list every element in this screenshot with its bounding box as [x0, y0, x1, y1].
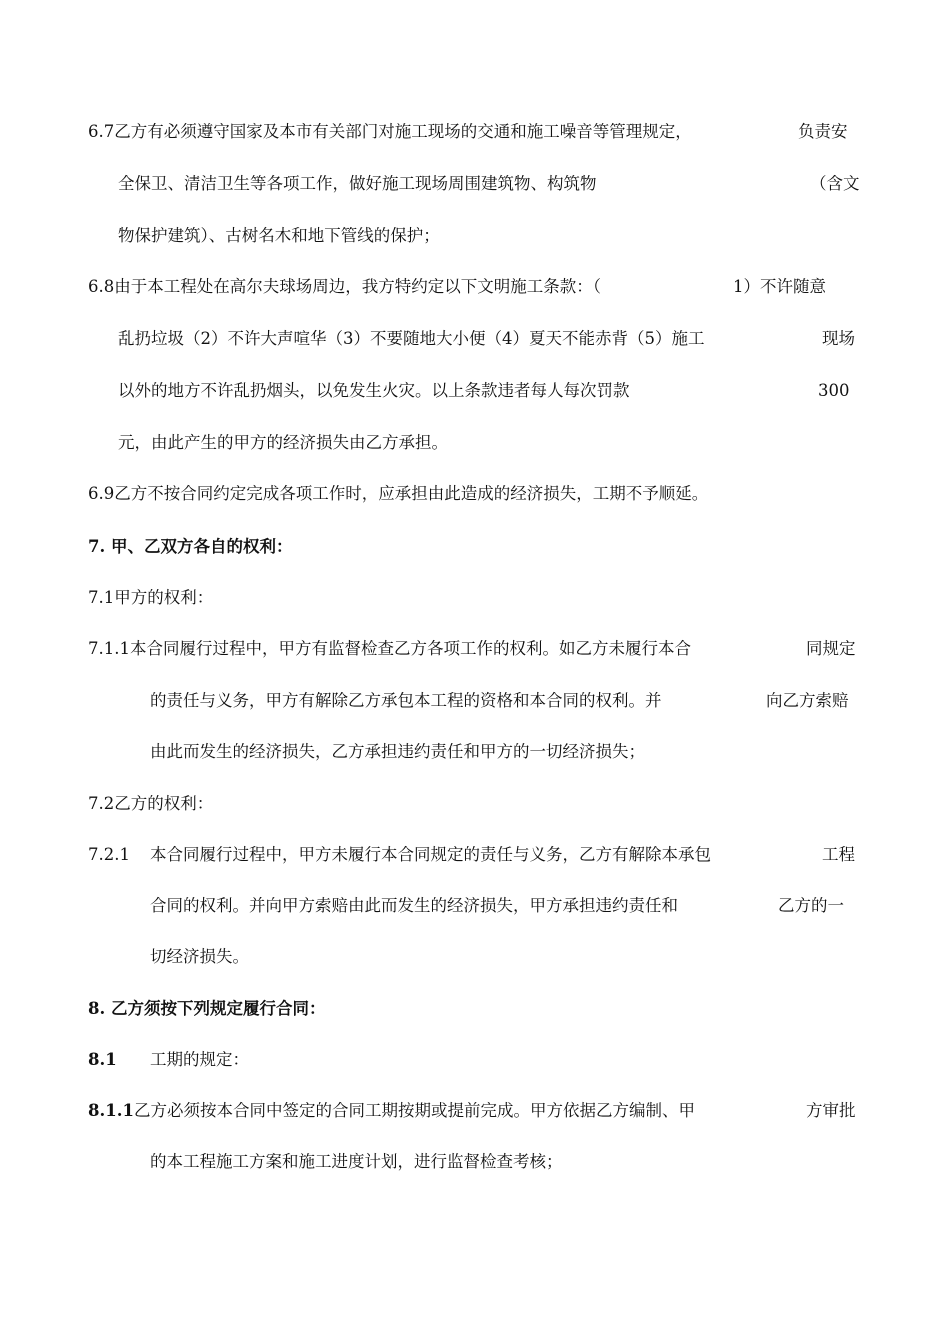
clause-6-7-line-2: [118, 172, 597, 196]
clause-8-1-1-line-1: [88, 1099, 695, 1123]
clause-text: 乙方的一: [778, 896, 844, 915]
clause-number: 6.7: [88, 122, 115, 141]
clause-8-1-heading: [150, 1048, 249, 1072]
clause-7-2-1-line-1-num: [88, 843, 130, 867]
clause-number: 7.1: [88, 588, 115, 607]
section-heading-text: 8. 乙方须按下列规定履行合同：: [88, 999, 326, 1018]
clause-6-9-line-1: [88, 482, 708, 506]
clause-text: 的责任与义务，甲方有解除乙方承包本工程的资格和本合同的权利。并: [150, 691, 662, 710]
clause-7-1-1-line-1-tail: [806, 637, 856, 661]
clause-text: 由于本工程处在高尔夫球场周边，我方特约定以下文明施工条款：（: [114, 277, 601, 296]
clause-7-2-1-line-1: [150, 843, 711, 867]
clause-text: 本合同履行过程中，甲方未履行本合同规定的责任与义务，乙方有解除本承包: [150, 845, 711, 864]
clause-8-1-heading-num: [88, 1048, 117, 1072]
clause-text: 乱扔垃圾（2）不许大声喧华（3）不要随地大小便（4）夏天不能赤背（5）施工: [118, 329, 705, 348]
clause-6-7-line-3: [118, 224, 440, 248]
clause-text: 向乙方索赔: [766, 691, 849, 710]
clause-text: 乙方必须按本合同中签定的合同工期按期或提前完成。甲方依据乙方编制、甲: [133, 1101, 695, 1120]
section-heading-text: 7. 甲、乙双方各自的权利：: [88, 537, 293, 556]
clause-text: 全保卫、清洁卫生等各项工作，做好施工现场周围建筑物、构筑物: [118, 174, 597, 193]
clause-number: 8.1: [88, 1050, 117, 1069]
clause-number: 7.1.1: [88, 639, 130, 658]
clause-text: 负责安: [798, 122, 848, 141]
clause-6-8-line-1: [88, 275, 601, 299]
clause-text: 现场: [822, 329, 855, 348]
clause-6-8-line-2: [118, 327, 705, 351]
clause-7-1-1-line-2: [150, 689, 662, 713]
clause-text: 1）不许随意: [733, 277, 826, 296]
clause-6-8-line-1-tail: [733, 275, 826, 299]
clause-7-2-1-line-2-tail: [778, 894, 844, 918]
clause-text: 300: [818, 381, 850, 400]
clause-text: （含文: [810, 174, 860, 193]
clause-text: 合同的权利。并向甲方索赔由此而发生的经济损失，甲方承担违约责任和: [150, 896, 678, 915]
clause-text: 同规定: [806, 639, 856, 658]
clause-number: 6.9: [88, 484, 115, 503]
clause-text: 的本工程施工方案和施工进度计划，进行监督检查考核；: [150, 1152, 563, 1171]
clause-7-1-1-line-2-tail: [766, 689, 849, 713]
clause-8-1-1-line-1-tail: [806, 1099, 856, 1123]
clause-text: 元，由此产生的甲方的经济损失由乙方承担。: [118, 433, 448, 452]
clause-text: 乙方的权利：: [114, 794, 214, 813]
clause-6-8-line-3-tail: [818, 379, 850, 403]
clause-text: 工程: [822, 845, 855, 864]
clause-number: 8.1.1: [88, 1101, 134, 1120]
clause-text: 以外的地方不许乱扔烟头，以免发生火灾。以上条款违者每人每次罚款: [118, 381, 630, 400]
clause-text: 物保护建筑）、古树名木和地下管线的保护；: [118, 226, 440, 245]
section-7-heading: [88, 535, 292, 559]
clause-6-8-line-3: [118, 379, 630, 403]
clause-6-8-line-2-tail: [822, 327, 855, 351]
clause-text: 方审批: [806, 1101, 856, 1120]
clause-6-7-line-2-tail: [810, 172, 860, 196]
clause-7-2-1-line-1-tail: [822, 843, 855, 867]
clause-7-2-1-line-2: [150, 894, 678, 918]
clause-7-2-1-line-3: [150, 945, 249, 969]
section-8-heading: [88, 997, 325, 1021]
clause-number: 7.2: [88, 794, 115, 813]
clause-text: 切经济损失。: [150, 947, 249, 966]
clause-text: 乙方不按合同约定完成各项工作时，应承担由此造成的经济损失，工期不予顺延。: [114, 484, 709, 503]
clause-text: 由此而发生的经济损失，乙方承担违约责任和甲方的一切经济损失；: [150, 742, 645, 761]
clause-8-1-1-line-2: [150, 1150, 563, 1174]
clause-number: 7.2.1: [88, 845, 130, 864]
clause-6-7-line-1-tail: [798, 120, 848, 144]
clause-7-1-1-line-1: [88, 637, 691, 661]
clause-6-8-line-4: [118, 431, 448, 455]
clause-text: 本合同履行过程中，甲方有监督检查乙方各项工作的权利。如乙方未履行本合: [129, 639, 691, 658]
clause-6-7-line-1: [88, 120, 692, 144]
clause-number: 6.8: [88, 277, 115, 296]
clause-text: 工期的规定：: [150, 1050, 249, 1069]
clause-7-1-1-line-3: [150, 740, 645, 764]
clause-text: 甲方的权利：: [114, 588, 214, 607]
clause-7-2-heading: [88, 792, 213, 816]
clause-text: 乙方有必须遵守国家及本市有关部门对施工现场的交通和施工噪音等管理规定，: [114, 122, 692, 141]
clause-7-1-heading: [88, 586, 213, 610]
